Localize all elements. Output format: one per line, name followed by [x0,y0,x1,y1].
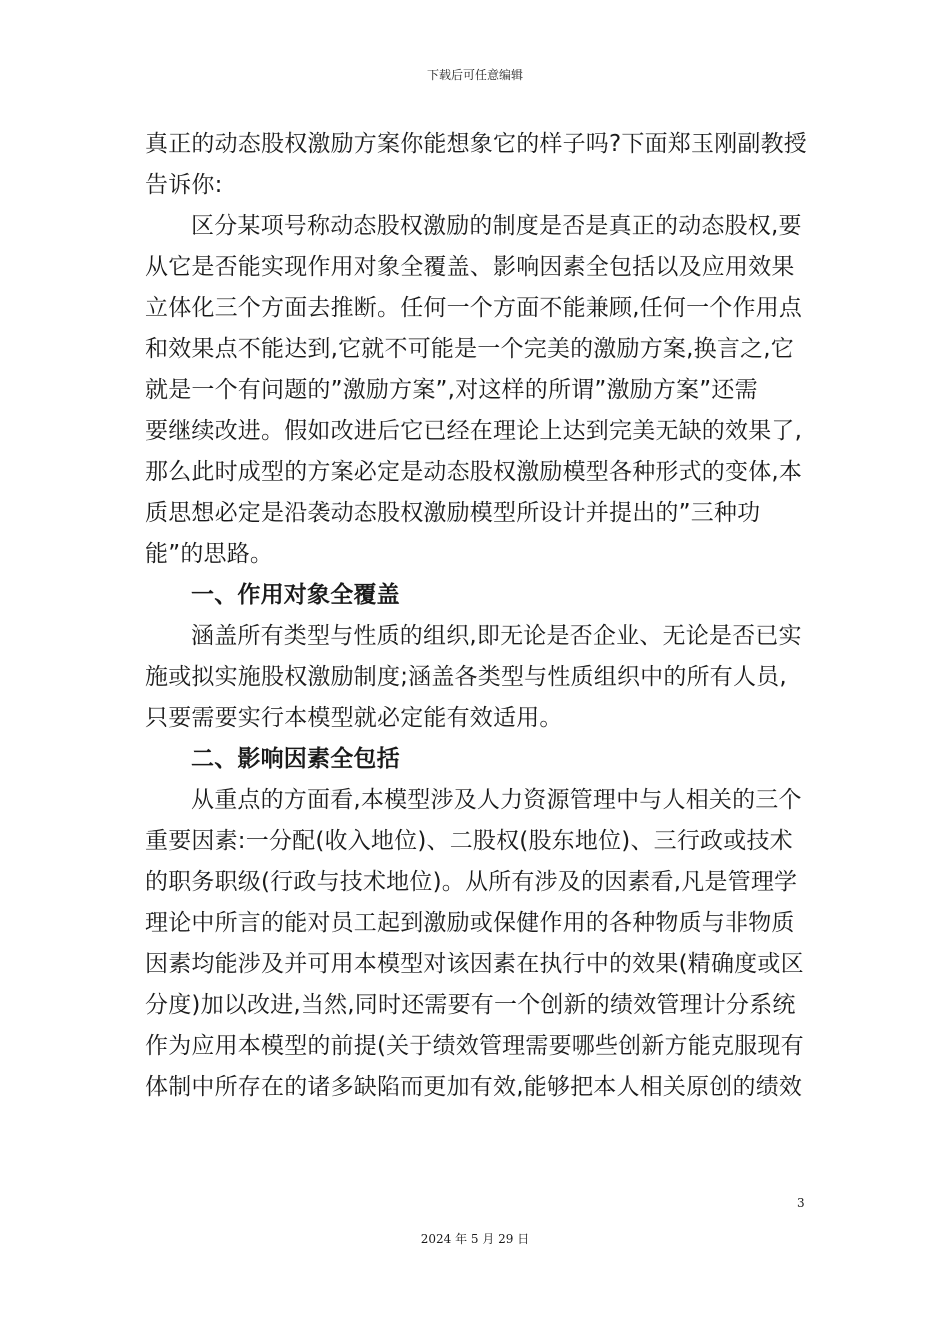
paragraph-line: 真正的动态股权激励方案你能想象它的样子吗?下面郑玉刚副教授 [145,131,808,157]
paragraph-line: 从它是否能实现作用对象全覆盖、影响因素全包括以及应用效果 [145,254,795,280]
paragraph-line: 的职务职级(行政与技术地位)。从所有涉及的因素看,凡是管理学 [145,869,798,895]
paragraph-line: 那么此时成型的方案必定是动态股权激励模型各种形式的变体,本 [145,459,803,485]
paragraph-line: 理论中所言的能对员工起到激励或保健作用的各种物质与非物质 [145,910,795,936]
paragraph-line: 分度)加以改进,当然,同时还需要有一个创新的绩效管理计分系统 [145,992,796,1018]
document-body [145,124,807,1108]
paragraph-line: 能”的思路。 [145,541,274,567]
paragraph-line: 只要需要实行本模型就必定能有效适用。 [145,705,563,731]
paragraph-line: 和效果点不能达到,它就不可能是一个完美的激励方案,换言之,它 [145,336,794,362]
paragraph-line: 重要因素:一分配(收入地位)、二股权(股东地位)、三行政或技术 [145,828,793,854]
section-heading: 一、作用对象全覆盖 [191,582,400,608]
paragraph-line: 因素均能涉及并可用本模型对该因素在执行中的效果(精确度或区 [145,951,804,977]
footer-date: 2024 年 5 月 29 日 [420,1232,530,1246]
paragraph-line: 立体化三个方面去推断。任何一个方面不能兼顾,任何一个作用点 [145,295,803,321]
paragraph-line: 涵盖所有类型与性质的组织,即无论是否企业、无论是否已实 [191,623,802,649]
paragraph-line: 就是一个有问题的”激励方案”,对这样的所谓”激励方案”还需 [145,377,758,403]
page-number: 3 [797,1196,805,1210]
paragraph-line: 告诉你: [145,172,223,198]
paragraph-line: 要继续改进。假如改进后它已经在理论上达到完美无缺的效果了, [145,418,803,444]
paragraph-line: 体制中所存在的诸多缺陷而更加有效,能够把本人相关原创的绩效 [145,1074,803,1100]
paragraph-line: 从重点的方面看,本模型涉及人力资源管理中与人相关的三个 [191,787,802,813]
section-heading: 二、影响因素全包括 [191,746,400,772]
paragraph-line: 作为应用本模型的前提(关于绩效管理需要哪些创新方能克服现有 [145,1033,804,1059]
page-header: 下载后可任意编辑 [426,68,523,82]
paragraph-line: 施或拟实施股权激励制度;涵盖各类型与性质组织中的所有人员, [145,664,787,690]
paragraph-line: 质思想必定是沿袭动态股权激励模型所设计并提出的”三种功 [145,500,761,526]
paragraph-line: 区分某项号称动态股权激励的制度是否是真正的动态股权,要 [191,213,802,239]
